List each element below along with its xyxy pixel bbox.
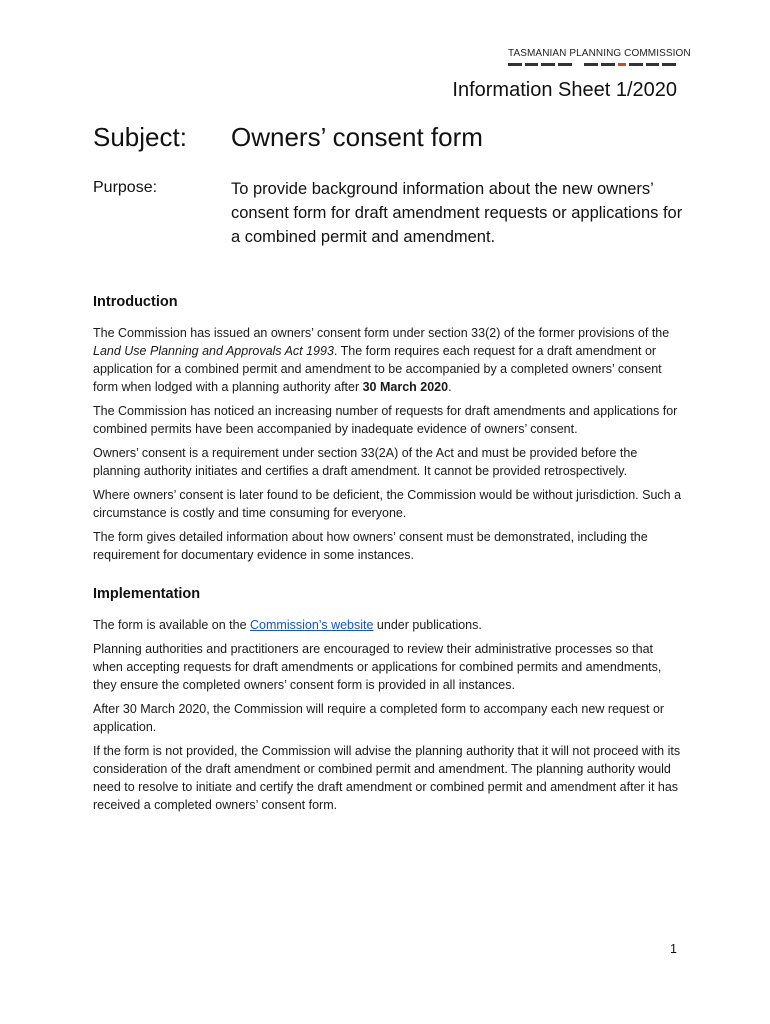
purpose-label: Purpose: xyxy=(93,179,158,196)
introduction-paragraph-3: Owners’ consent is a requirement under section 33(2A) of the Act and must be provided before the planning authority initiates and certifies a draft amendment. It cannot be provided retrospectively. xyxy=(93,446,638,478)
intro-p1-text-c: . xyxy=(448,380,452,394)
intro-p1-text-b: . The form requires each request for a draft amendment or application for a combined permit and amendment to be accompanied by a completed owners’ consent form when lodged with a planning authority after xyxy=(93,344,662,394)
implementation-paragraph-1 xyxy=(93,616,683,634)
introduction-paragraph-4: Where owners’ consent is later found to be deficient, the Commission would be without jurisdiction. Such a circumstance is costly and time consuming for everyone. xyxy=(93,488,682,520)
implementation-paragraph-3: After 30 March 2020, the Commission will require a completed form to accompany each new request or application. xyxy=(93,702,665,734)
deadline-date: 30 March 2020 xyxy=(362,380,449,394)
subject-label: Subject: xyxy=(93,122,187,152)
page-number: 1 xyxy=(670,942,677,956)
implementation-paragraph-4: If the form is not provided, the Commission will advise the planning authority that it will not proceed with its consideration of the draft amendment or combined permit and amendment. The planning authority would need to resolve to initiate and certify the draft amendment or combined permit and amendment after it has received a completed owners’ consent form. xyxy=(93,744,681,812)
intro-p1-text-a: The Commission has issued an owners’ consent form under section 33(2) of the former provisions of the xyxy=(93,326,670,340)
subject-title: Owners’ consent form xyxy=(231,122,483,152)
introduction-paragraph-5: The form gives detailed information about how owners’ consent must be demonstrated, including the requirement for documentary evidence in some instances. xyxy=(93,530,648,562)
logo-text: TASMANIAN PLANNING COMMISSION xyxy=(508,48,691,59)
document-body xyxy=(93,294,683,814)
implementation-heading: Implementation xyxy=(93,586,201,602)
impl-p1-text-b: under publications. xyxy=(373,618,482,632)
impl-p1-text-a: The form is available on the xyxy=(93,618,251,632)
introduction-heading: Introduction xyxy=(93,294,178,310)
logo-rule xyxy=(508,63,676,66)
information-sheet-number: Information Sheet 1/2020 xyxy=(452,79,677,101)
introduction-paragraph-2: The Commission has noticed an increasing number of requests for draft amendments and applications for combined permits have been accompanied by inadequate evidence of owners’ consent. xyxy=(93,404,678,436)
act-title: Land Use Planning and Approvals Act 1993 xyxy=(93,344,334,358)
commission-website-link[interactable]: Commission’s website xyxy=(250,618,374,632)
introduction-paragraph-1 xyxy=(93,324,683,396)
implementation-paragraph-2: Planning authorities and practitioners are encouraged to review their administrative processes so that when accepting requests for draft amendments or applications for combined permits and amendments, they ensure the completed owners’ consent form is provided in all instances. xyxy=(93,642,662,692)
commission-logo xyxy=(508,48,691,66)
purpose-text: To provide background information about the new owners’ consent form for draft amendment requests or applications for a combined permit and amendment. xyxy=(231,180,683,246)
